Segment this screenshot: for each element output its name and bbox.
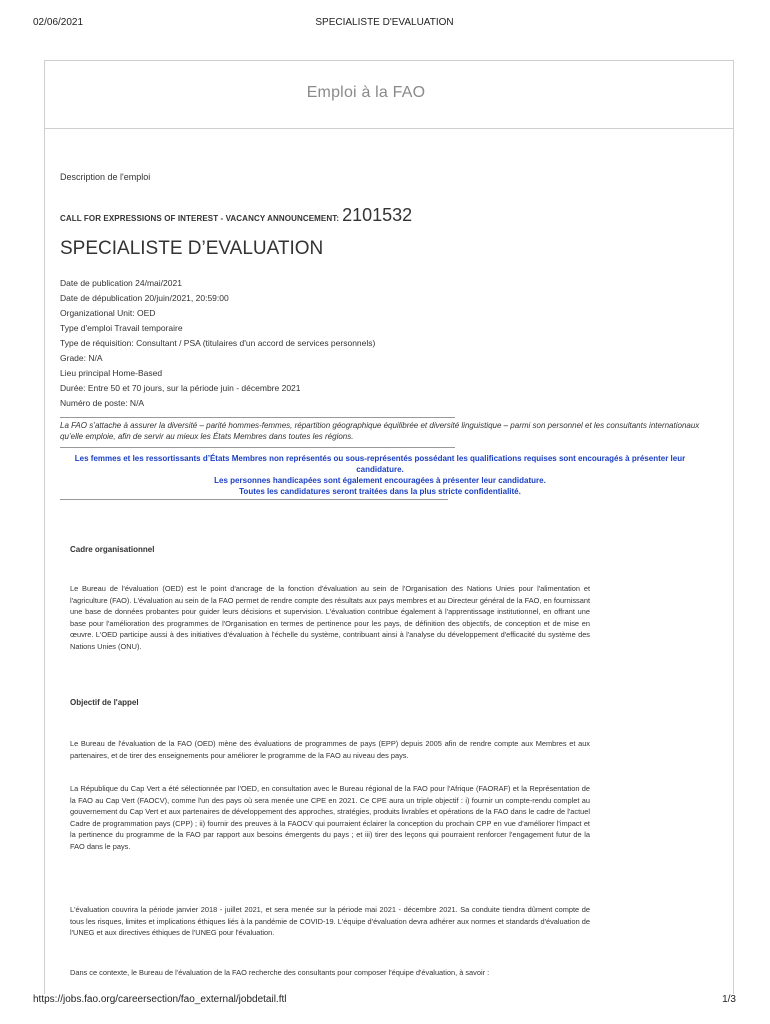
divider [60,417,455,418]
print-title: SPECIALISTE D'EVALUATION [315,17,454,28]
banner-divider [44,128,733,129]
objectif-paragraph-2: La République du Cap Vert a été sélectionnée par l'OED, en consultation avec le Bureau régional de la FAO pour l'Afrique (FAORAF) et la Représentation de la FAO au Cap Vert (FAOCV), comme l'un des pays où sera menée une CPE en 2021. Ce CPE aura un triple objectif : i) fournir un compte-rendu complet au gouvernement du Cap Vert et aux partenaires de développement des approches, stratégies, produits livrables et opérations de la FAO dans le cadre de l'actuel Cadre de programmation pays (CPP) ; ii) fournir des preuves à la FAOCV qui pourraient éclairer la conception du prochain CPP en vue d'améliorer l'impact et la pertinence du programme de la FAO par rapport aux besoins émergents du pays ; et iii) tirer des leçons qui pourraient renforcer l'engagement futur de la FAO dans le pays. [70,784,590,851]
description-label: Description de l'emploi [60,172,151,182]
job-meta-list [60,276,375,411]
meta-duration: Durée: Entre 50 et 70 jours, sur la période juin - décembre 2021 [60,383,301,393]
meta-unpublication-date: Date de dépublication 20/juin/2021, 20:59:00 [60,293,229,303]
frame-left-border [44,60,45,994]
objectif-paragraph-3: L'évaluation couvrira la période janvier 2018 - juillet 2021, et sera menée sur la période mai 2021 - décembre 2021. Sa conduite tiendra dûment compte de tous les risques, limites et implications éthiques liés à la pandémie de COVID-19. L'équipe d'évaluation devra adhérer aux normes et standards d'évaluation de l'UNEG et aux directives éthiques de l'UNEG pour l'évaluation. [70,905,590,938]
page-number: 1/3 [722,994,736,1005]
print-url[interactable]: https://jobs.fao.org/careersection/fao_external/jobdetail.ftl [33,994,287,1005]
call-line [60,205,412,226]
disabled-notice: Les personnes handicapées sont également encouragées à présenter leur candidature. [214,476,546,485]
women-notice: Les femmes et les ressortissants d’États Membres non représentés ou sous-représentés possédant les qualifications requises sont encouragés à présenter leur candidature. [74,454,686,474]
encouragement-notice [60,453,700,497]
call-label: CALL FOR EXPRESSIONS OF INTEREST - VACANCY ANNOUNCEMENT: [60,214,340,223]
meta-requisition-type: Type de réquisition: Consultant / PSA (titulaires d'un accord de services personnels) [60,338,376,348]
meta-grade: Grade: N/A [60,353,103,363]
objectif-paragraph-1: Le Bureau de l'évaluation de la FAO (OED) mène des évaluations de programmes de pays (EPP) depuis 2005 afin de rendre compte aux Membres et aux partenaires, et de tirer des enseignements pour améliorer le programme de la FAO au niveau des pays. [70,739,590,760]
job-title: SPECIALISTE D’EVALUATION [60,238,324,259]
confidential-notice: Toutes les candidatures seront traitées dans la plus stricte confidentialité. [239,487,521,496]
frame-right-border [733,60,734,994]
requisition-number: 2101532 [342,205,413,225]
divider [60,499,448,500]
objectif-paragraph-4: Dans ce contexte, le Bureau de l'évaluation de la FAO recherche des consultants pour composer l'équipe d'évaluation, à savoir : [70,968,490,977]
divider [60,447,455,448]
diversity-notice: La FAO s’attache à assurer la diversité – parité hommes-femmes, répartition géographique équilibrée et diversité linguistique – parmi son personnel et les consultants internationaux qu’elle emploie, afin de servir au mieux les États Membres dans toutes les régions. [60,421,700,441]
banner [44,60,688,126]
meta-location: Lieu principal Home-Based [60,368,163,378]
banner-title: Emploi à la FAO [306,84,426,101]
meta-post-number: Numéro de poste: N/A [60,398,145,408]
meta-org-unit: Organizational Unit: OED [60,308,156,318]
meta-publication-date: Date de publication 24/mai/2021 [60,278,182,288]
section-heading-objectif: Objectif de l'appel [70,698,139,707]
meta-job-type: Type d'emploi Travail temporaire [60,323,183,333]
print-date: 02/06/2021 [33,17,84,28]
cadre-paragraph: Le Bureau de l'évaluation (OED) est le point d'ancrage de la fonction d'évaluation au sein de l'Organisation des Nations Unies pour l'alimentation et l'agriculture (FAO). L'évaluation au sein de la FAO permet de rendre compte des résultats aux pays membres et au Directeur général de la FAO, en fournissant une base de données probantes pour guider leurs décisions et supervision. L'évaluation contribue également à l'apprentissage institutionnel, en offrant une base pour l'amélioration des programmes de l'Organisation en termes de pertinence pour les pays, de définition des objectifs, de conception et de mise en œuvre. L'OED participe aussi à des initiatives d'évaluation à l'échelle du système, contribuant ainsi à l'analyse du développement d'efficacité du système des Nations Unies (ONU). [70,584,590,651]
section-heading-cadre: Cadre organisationnel [70,545,155,554]
